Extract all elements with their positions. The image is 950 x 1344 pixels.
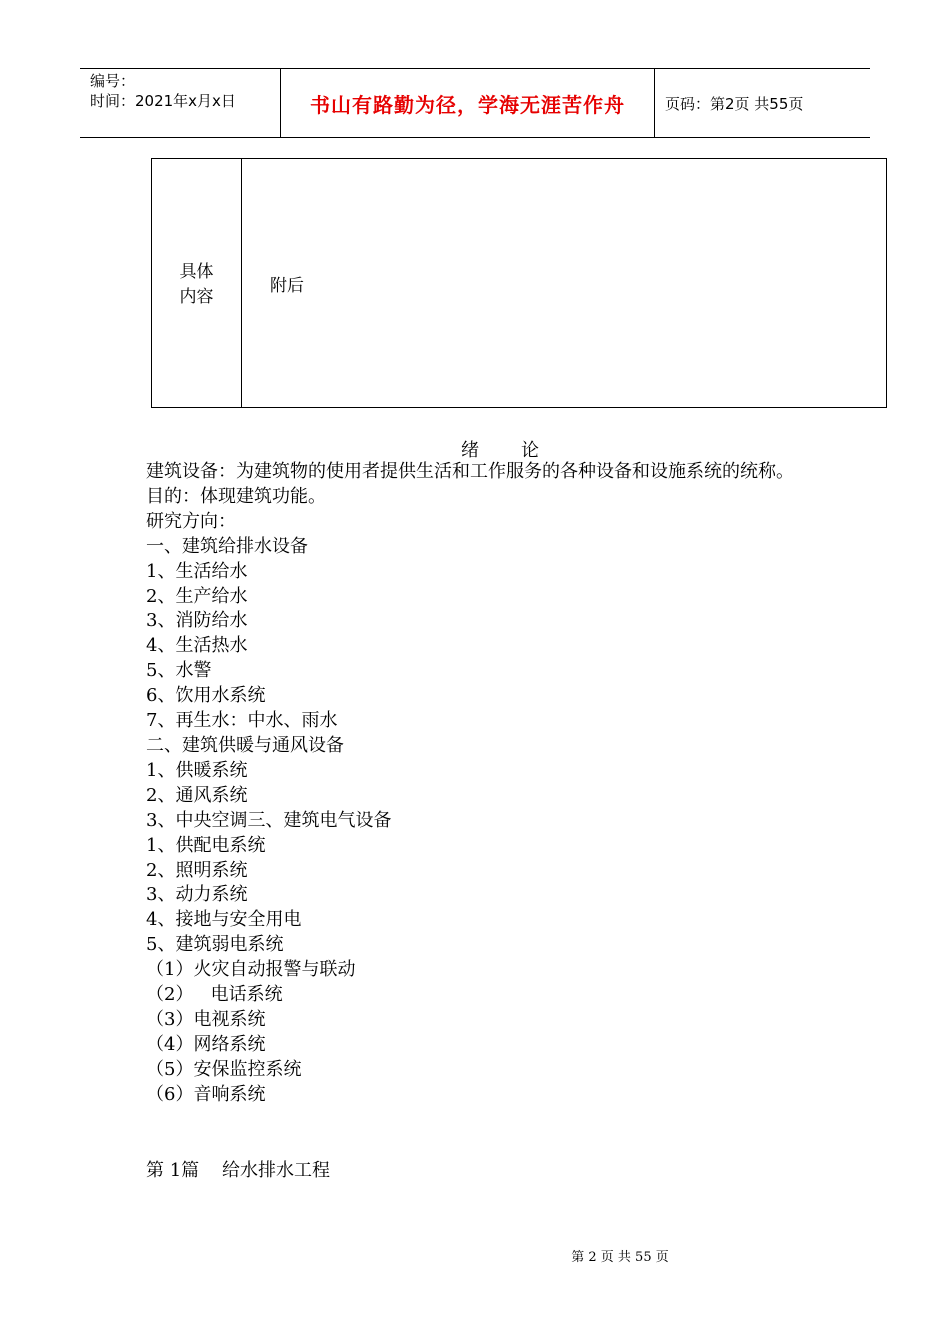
page-footer: 第 2 页 共 55 页 — [571, 1250, 669, 1265]
content-table — [151, 158, 887, 408]
body-line: 4、接地与安全用电 — [146, 909, 302, 931]
body-line: 3、消防给水 — [146, 610, 248, 632]
body-line: （2） 电话系统 — [146, 984, 283, 1006]
section-title — [0, 436, 950, 462]
header-page-label: 页码：第2页 共55页 — [665, 94, 804, 113]
body-line: （3）电视系统 — [146, 1008, 266, 1030]
content-label-line2: 内容 — [179, 287, 214, 307]
content-value-cell: 附后 — [270, 275, 304, 296]
body-line: 5、建筑弱电系统 — [146, 934, 284, 956]
body-line: 一、建筑给排水设备 — [146, 535, 308, 557]
body-line: 研究方向： — [146, 510, 236, 532]
body-line: （6）音响系统 — [146, 1083, 266, 1105]
header-motto: 书山有路勤为径，学海无涯苦作舟 — [281, 69, 655, 137]
body-line: 1、供配电系统 — [146, 834, 266, 856]
body-line: 5、水警 — [146, 660, 212, 682]
content-label-line1: 具体 — [179, 262, 214, 282]
body-line: 4、生活热水 — [146, 635, 248, 657]
body-line: 建筑设备：为建筑物的使用者提供生活和工作服务的各种设备和设施系统的统称。 — [146, 461, 794, 482]
section-title-char2: 论 — [521, 440, 539, 461]
body-text — [146, 460, 826, 1108]
body-line: 7、再生水：中水、雨水 — [146, 710, 338, 732]
body-line: （5）安保监控系统 — [146, 1058, 302, 1080]
body-line: 1、供暖系统 — [146, 759, 248, 781]
body-line: 3、动力系统 — [146, 884, 248, 906]
body-line: （1）火灾自动报警与联动 — [146, 959, 356, 981]
body-line: 二、建筑供暖与通风设备 — [146, 734, 344, 756]
body-line: 目的：体现建筑功能。 — [146, 485, 326, 507]
time-label: 时间：2021年x月x日 — [90, 92, 236, 110]
body-line: 2、通风系统 — [146, 784, 248, 806]
body-line: 1、生活给水 — [146, 560, 248, 582]
body-line: 2、生产给水 — [146, 585, 248, 607]
header-meta — [80, 69, 281, 137]
body-line: （4）网络系统 — [146, 1033, 266, 1055]
part-title: 第 1篇 给水排水工程 — [146, 1160, 331, 1181]
body-line: 6、饮用水系统 — [146, 685, 266, 707]
content-label-cell — [152, 159, 242, 407]
body-line: 3、中央空调三、建筑电气设备 — [146, 809, 392, 831]
number-label: 编号： — [90, 72, 136, 90]
section-title-char1: 绪 — [461, 440, 479, 461]
body-line: 2、照明系统 — [146, 859, 248, 881]
document-header — [80, 68, 870, 138]
